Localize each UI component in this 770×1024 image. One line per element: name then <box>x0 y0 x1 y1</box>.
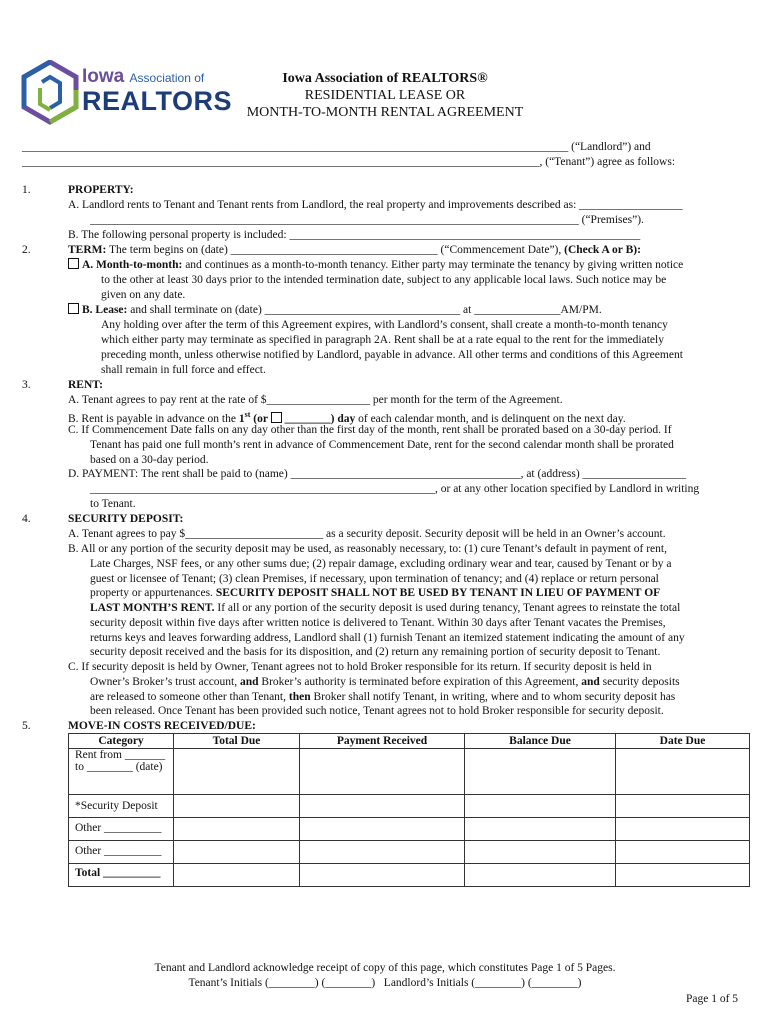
table-row <box>69 749 750 795</box>
rent-b-dayword: day <box>337 412 356 425</box>
section-3-number: 3. <box>22 379 31 391</box>
cell-input[interactable] <box>616 841 750 864</box>
rent-day-checkbox[interactable] <box>271 412 282 423</box>
rent-b-or: (or <box>253 412 268 425</box>
deposit-c3-pre: are released to someone other than Tenant, <box>90 691 286 703</box>
term-a-line <box>68 258 683 273</box>
deposit-c: C. If security deposit is held by Owner, Tenant agrees not to hold Broker responsible for its return. If security deposit is held in <box>68 661 652 673</box>
cell-input[interactable] <box>174 818 300 841</box>
section-4-title: SECURITY DEPOSIT: <box>68 513 184 525</box>
lease-label: B. Lease: <box>82 304 128 316</box>
cell-input[interactable] <box>465 864 616 887</box>
deposit-c-cont3: been released. Once Tenant has been provided such notice, Tenant agrees not to hold Broker responsible for security deposit. <box>90 705 664 717</box>
doc-title-line2: MONTH-TO-MONTH RENTAL AGREEMENT <box>246 105 524 120</box>
cell-input[interactable] <box>465 841 616 864</box>
term-b-cont1: Any holding over after the term of this Agreement expires, with Landlord’s consent, shall create a month-to-month tenancy <box>101 319 668 331</box>
property-a[interactable]: A. Landlord rents to Tenant and Tenant rents from Landlord, the real property and improvements described as: __________________ <box>68 199 683 211</box>
table-row <box>69 795 750 818</box>
rent-c-cont2: based on a 30-day period. <box>90 454 209 466</box>
cell-input[interactable] <box>300 795 465 818</box>
deposit-b-cont7: security deposit received and the basis for its disposition, and (2) return any remaining portion of security deposit to Tenant. <box>90 646 661 658</box>
cell-input[interactable] <box>300 864 465 887</box>
org-name: Iowa Association of REALTORS® <box>282 71 488 86</box>
month-to-month-checkbox[interactable] <box>68 258 79 269</box>
deposit-c-cont2 <box>90 690 675 705</box>
term-b-cont3: preceding month, unless otherwise notified by Landlord, payable in advance. All other terms and conditions of this Agreement <box>101 349 683 361</box>
col-total-due: Total Due <box>174 734 300 749</box>
deposit-b-cont6: returns keys and leaves forwarding address, Landlord shall (1) furnish Tenant an itemized statement indicating the amount of any <box>90 632 685 644</box>
table-row <box>69 864 750 887</box>
term-begins: The term begins on (date) ____________________________________ (“Commencement Date”), <box>109 244 562 256</box>
table-header-row <box>69 734 750 749</box>
cell-input[interactable] <box>616 795 750 818</box>
rent-c: C. If Commencement Date falls on any day other than the first day of the month, rent shall be prorated based on a 30-day period. If <box>68 424 672 436</box>
cell-input[interactable] <box>300 818 465 841</box>
page-number: Page 1 of 5 <box>686 993 739 1005</box>
lease-text: and shall terminate on (date) __________________________________ at _______________AM/PM. <box>130 304 602 316</box>
cell-input[interactable] <box>174 841 300 864</box>
deposit-b-cont2: guest or licensee of Tenant; (3) clean Premises, if necessary, upon termination of tenancy; and (4) replace or return personal <box>90 573 659 585</box>
col-date-due: Date Due <box>616 734 750 749</box>
deposit-c3-then: then <box>288 691 311 703</box>
cell-input[interactable] <box>465 795 616 818</box>
col-balance-due: Balance Due <box>465 734 616 749</box>
deposit-c-cont1 <box>90 675 680 690</box>
col-category: Category <box>69 734 174 749</box>
term-b-cont4: shall remain in full force and effect. <box>101 364 266 376</box>
deposit-c2-mid: Broker’s authority is terminated before expiration of this Agreement, <box>261 676 579 688</box>
col-payment-received: Payment Received <box>300 734 465 749</box>
doc-title-line1: RESIDENTIAL LEASE OR <box>304 88 466 103</box>
cell-input[interactable] <box>616 864 750 887</box>
logo-realtors-text: REALTORS <box>82 86 233 116</box>
row-other1-category: Other __________ <box>69 818 174 841</box>
term-a-cont2: given on any date. <box>101 289 186 301</box>
section-4-number: 4. <box>22 513 31 525</box>
landlord-line[interactable]: _______________________________________________________________________________________________ (“Landlord”) and <box>22 141 651 153</box>
logo-association-text: Association of <box>129 71 205 85</box>
cell-input[interactable] <box>300 749 465 795</box>
term-b-line[interactable] <box>68 303 602 318</box>
cell-input[interactable] <box>174 749 300 795</box>
term-a-cont1: to the other at least 30 days prior to the intended termination date, subject to any applicable local laws. Such notice may be <box>101 274 667 286</box>
deposit-b4-pre: property or appurtenances. <box>90 587 213 599</box>
rent-a[interactable]: A. Tenant agrees to pay rent at the rate of $__________________ per month for the term of the Agreement. <box>68 394 563 406</box>
rent-b-sup: st <box>244 410 251 419</box>
deposit-c2-and2: and <box>581 676 600 688</box>
table-row <box>69 841 750 864</box>
rent-b-post: of each calendar month, and is delinquent on the next day. <box>358 412 626 425</box>
acknowledgment: Tenant and Landlord acknowledge receipt of copy of this page, which constitutes Page 1 of 5 Pages. <box>154 962 616 974</box>
deposit-c3-post: Broker shall notify Tenant, in writing, where and to whom security deposit has <box>313 691 676 703</box>
deposit-c2-post: security deposits <box>602 676 680 688</box>
deposit-b4-bold: SECURITY DEPOSIT SHALL NOT BE USED BY TENANT IN LIEU OF PAYMENT OF <box>215 587 661 599</box>
row-rent-category: Rent from _______ to ________ (date) <box>69 749 174 795</box>
deposit-b5-bold: LAST MONTH’S RENT. <box>90 602 215 614</box>
cell-input[interactable] <box>465 818 616 841</box>
row-security-deposit-category: *Security Deposit <box>69 795 174 818</box>
property-a-cont[interactable]: _____________________________________________________________________________________ (“Premises”). <box>90 214 644 226</box>
rent-d-cont1[interactable]: ____________________________________________________________, or at any other location specified by Landlord in writing <box>90 483 700 495</box>
rent-c-cont1: Tenant has paid one full month’s rent in advance of Commencement Date, rent for the second calendar month shall be prorated <box>90 439 674 451</box>
section-5-number: 5. <box>22 720 31 732</box>
property-b[interactable]: B. The following personal property is included: _____________________________________________________________ <box>68 229 641 241</box>
row-total-category: Total __________ <box>69 864 174 887</box>
table-row <box>69 818 750 841</box>
tenant-line[interactable]: __________________________________________________________________________________________, (“Tenant”) agree as follows: <box>22 156 676 168</box>
deposit-b-cont1: Late Charges, NSF fees, or any other sums due; (2) repair damage, excluding ordinary wear and tear, caused by Tenant or by a <box>90 558 672 570</box>
cell-input[interactable] <box>174 795 300 818</box>
section-1-number: 1. <box>22 184 31 196</box>
cell-input[interactable] <box>616 818 750 841</box>
cell-input[interactable] <box>174 864 300 887</box>
deposit-b-cont4 <box>90 601 680 616</box>
deposit-b5: If all or any portion of the security deposit is used during tenancy, Tenant agrees to reinstate the total <box>217 602 681 614</box>
rent-d[interactable]: D. PAYMENT: The rent shall be paid to (name) ________________________________________, at (address) __________________ <box>68 468 687 480</box>
term-b-cont2: which either party may terminate as specified in paragraph 2A. Rent shall be at a rate equal to the rent for the immediately <box>101 334 664 346</box>
move-in-costs-table <box>68 733 750 887</box>
section-3-title: RENT: <box>68 379 103 391</box>
deposit-b: B. All or any portion of the security deposit may be used, as reasonably necessary, to: (1) cure Tenant’s default in payment of rent, <box>68 543 667 555</box>
deposit-a[interactable]: A. Tenant agrees to pay $________________________ as a security deposit. Security deposit will be held in an Owner’s account. <box>68 528 666 540</box>
cell-input[interactable] <box>616 749 750 795</box>
section-2-title: TERM: <box>68 244 107 256</box>
deposit-b-cont3 <box>90 586 660 601</box>
section-5-title: MOVE-IN COSTS RECEIVED/DUE: <box>68 720 256 732</box>
cell-input[interactable] <box>300 841 465 864</box>
rent-b-day: 1 <box>238 412 245 425</box>
month-to-month-text: and continues as a month-to-month tenancy. Either party may terminate the tenancy by giving written notice <box>185 259 684 271</box>
rent-b-pre: B. Rent is payable in advance on the <box>68 412 236 425</box>
cell-input[interactable] <box>465 749 616 795</box>
deposit-b-cont5: security deposit within five days after written notice is delivered to Tenant. Within 30 days after Tenant vacates the Premises, <box>90 617 666 629</box>
lease-checkbox[interactable] <box>68 303 79 314</box>
row-other2-category: Other __________ <box>69 841 174 864</box>
section-2-number: 2. <box>22 244 31 256</box>
logo-iowa-text: Iowa <box>82 66 125 87</box>
section-1-title: PROPERTY: <box>68 184 134 196</box>
term-line[interactable] <box>68 243 641 258</box>
deposit-c2-and: and <box>240 676 259 688</box>
rent-d-cont2: to Tenant. <box>90 498 136 510</box>
initials-line[interactable]: Tenant’s Initials (________) (________) Landlord’s Initials (________) (________) <box>188 977 582 989</box>
rent-b-blank: ________) <box>284 412 335 425</box>
deposit-c2-pre: Owner’s Broker’s trust account, <box>90 676 238 688</box>
check-a-or-b: (Check A or B): <box>564 244 641 256</box>
month-to-month-label: A. Month-to-month: <box>82 259 183 271</box>
